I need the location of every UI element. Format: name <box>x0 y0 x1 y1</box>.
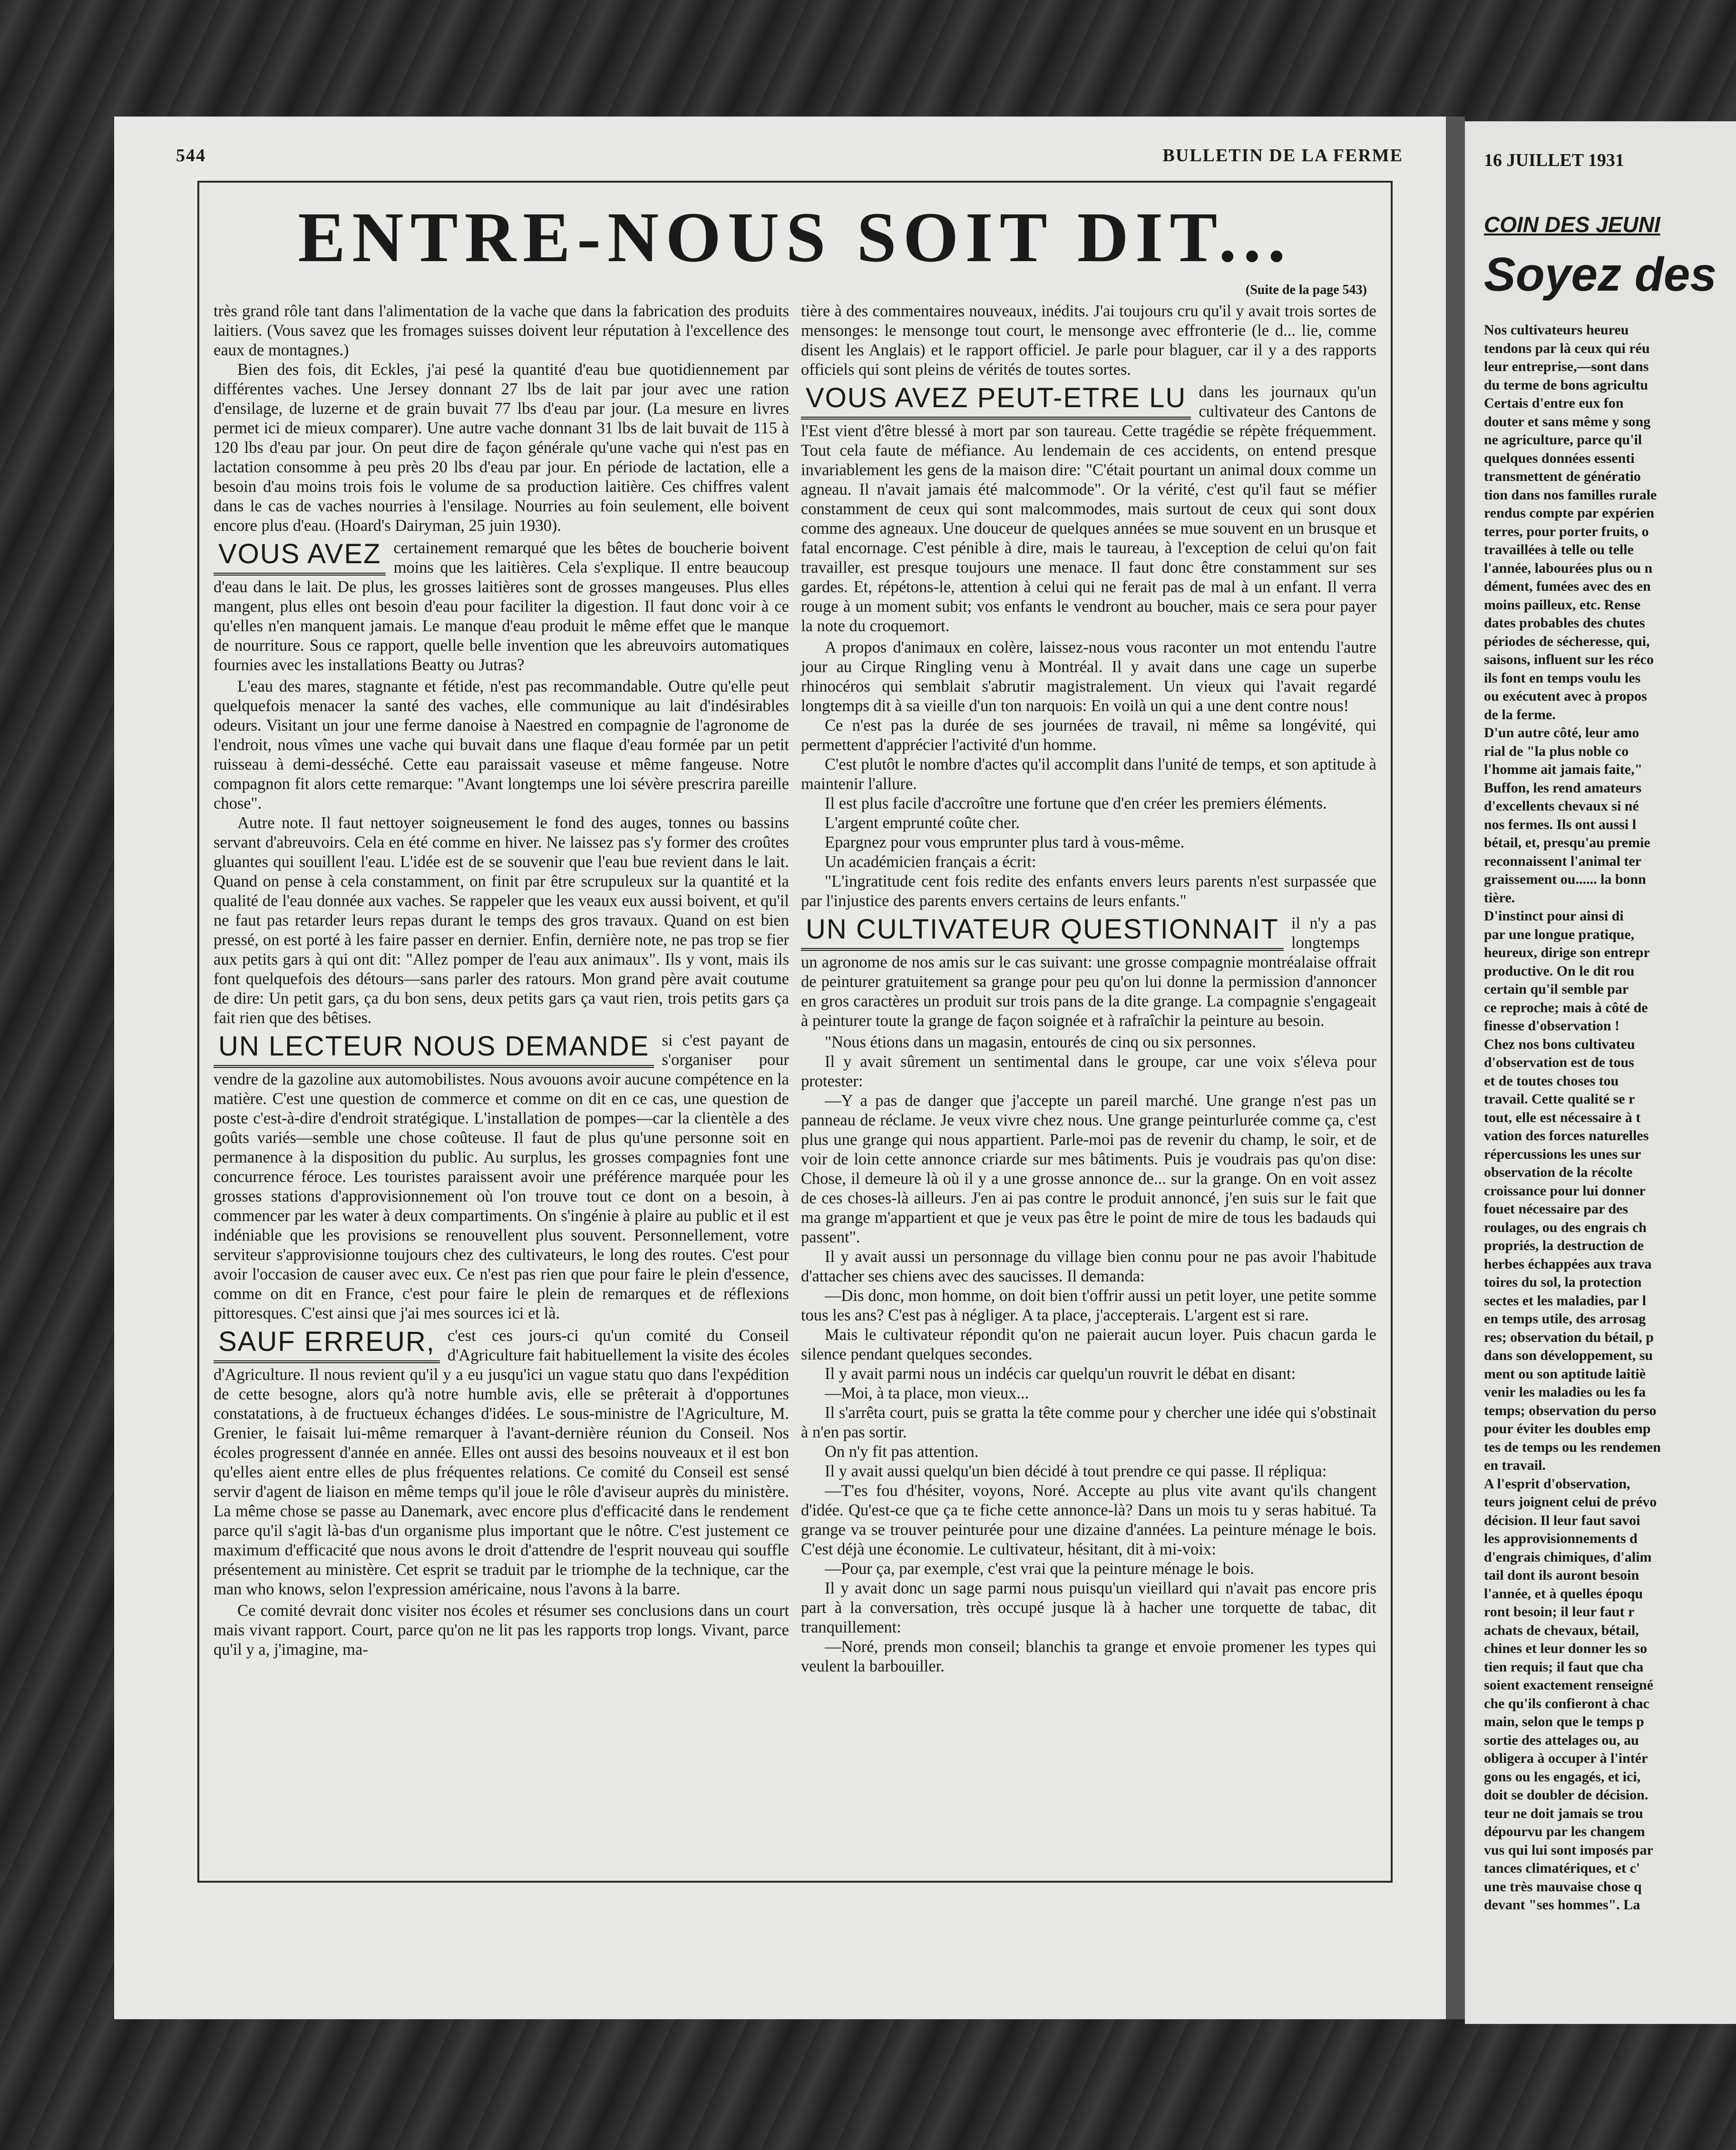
text-line: teur ne doit jamais se trou <box>1484 1805 1643 1821</box>
text-line: travail. Cette qualité se r <box>1484 1091 1635 1107</box>
paragraph: C'est plutôt le nombre d'actes qu'il accomplit dans l'unité de temps, et son aptitude à maintenir l'allure. <box>801 755 1376 793</box>
text-line: moins pailleux, etc. Rense <box>1484 596 1641 613</box>
section <box>214 1326 789 1599</box>
paragraph: Ce comité devrait donc visiter nos écoles et résumer ses conclusions dans un court mais vivant rapport. Court, parce qu'on ne lit pas les rapports trop longs. Vivant, parce qu'il y a, j'imagine, ma- <box>214 1602 789 1659</box>
text-line: sectes et les maladies, par l <box>1484 1292 1647 1309</box>
left-page <box>114 117 1446 2019</box>
text-line: certain qu'il semble par <box>1484 981 1629 997</box>
section <box>214 1031 789 1323</box>
paragraph: Il y avait aussi un personnage du village bien connu pour ne pas avoir l'habitude d'attacher ses chiens avec des saucisses. Il demanda: <box>801 1248 1376 1285</box>
paragraph: Il y avait parmi nous un indécis car quelqu'un rouvrit le débat en disant: <box>825 1365 1296 1383</box>
paragraph: Il y avait sûrement un sentimental dans le groupe, car une voix s'éleva pour protester: <box>801 1053 1376 1090</box>
text-line: vus qui lui sont imposés par <box>1484 1842 1653 1858</box>
text-line: répercussions les unes sur <box>1484 1146 1641 1162</box>
text-line: de la ferme. <box>1484 706 1556 723</box>
section-heading: UN CULTIVATEUR QUESTIONNAIT <box>801 914 1284 951</box>
text-line: d'excellents chevaux si né <box>1484 798 1639 814</box>
text-line: croissance pour lui donner <box>1484 1182 1646 1199</box>
text-line: graissement ou...... la bonn <box>1484 871 1646 887</box>
paragraph: On n'y fit pas attention. <box>825 1443 979 1461</box>
text-line: leur entreprise,—sont dans <box>1484 359 1649 374</box>
paragraph: —T'es fou d'hésiter, voyons, Noré. Accepte au plus vite avant qu'ils changent d'idée. Qu'est-ce que ça te fiche cette annonce-là? Dans un mois tu y seras habitué. Ta grange va se trouver peinturée pour une dizaine d'années. La peinture ménage le bois. C'est déjà une économie. Le cultivateur, hésitant, dit à mi-voix: <box>801 1482 1376 1558</box>
text-line: soient exactement renseigné <box>1484 1677 1654 1693</box>
text-line: temps; observation du perso <box>1484 1402 1657 1418</box>
text-line: Nos cultivateurs heureu <box>1484 322 1629 338</box>
section <box>801 382 1376 636</box>
text-line: l'homme ait jamais faite," <box>1484 762 1643 777</box>
text-line: observation de la récolte <box>1484 1164 1633 1180</box>
text-line: rendus compte par expérien <box>1484 505 1655 521</box>
text-line: chines et leur donner les so <box>1484 1641 1648 1656</box>
text-line: tendons par là ceux qui réu <box>1484 340 1650 356</box>
running-title: BULLETIN DE LA FERME <box>1162 146 1403 166</box>
text-line: fouet nécessaire par des <box>1484 1201 1629 1217</box>
text-line: en travail. <box>1484 1457 1546 1473</box>
text-column-left <box>214 302 789 1660</box>
text-line: tout, elle est nécessaire à t <box>1484 1109 1641 1125</box>
text-line: travaillées à telle ou telle <box>1484 542 1634 557</box>
section-heading: VOUS AVEZ <box>214 538 386 576</box>
text-line: et de toutes choses tou <box>1484 1073 1619 1089</box>
section <box>214 538 789 675</box>
paragraph: A propos d'animaux en colère, laissez-nous vous raconter un mot entendu l'autre jour au Cirque Ringling venu à Montréal. Il y avait dans une cage un superbe rhinocéros qui semblait s'abrutir magistralement. Un vieux qui l'avait regardé longtemps dit à sa vieille d'un ton narquois: En voilà un qui a une dent contre nous! <box>801 638 1376 715</box>
text-line: venir les maladies ou les fa <box>1484 1384 1646 1400</box>
text-line: productive. On le dit rou <box>1484 963 1635 979</box>
text-line: toires du sol, la protection <box>1484 1274 1642 1290</box>
text-line: par une longue pratique, <box>1484 926 1635 942</box>
text-line: dates probables des chutes <box>1484 615 1645 631</box>
text-line: douter et sans même y song <box>1484 413 1651 430</box>
text-line: Buffon, les rend amateurs <box>1484 780 1642 796</box>
text-line: en temps utile, des arrosag <box>1484 1311 1646 1327</box>
text-line: vation des forces naturelles <box>1484 1128 1649 1143</box>
text-line: saisons, influent sur les réco <box>1484 652 1654 667</box>
page-number: 544 <box>176 146 206 166</box>
text-column-right <box>801 302 1376 1676</box>
text-line: propriés, la destruction de <box>1484 1238 1644 1253</box>
paragraph: —Dis donc, mon homme, on doit bien t'offrir aussi un petit loyer, une petite somme tous les ans? C'est pas à négliger. A ta place, j'accepterais. L'argent est si rare. <box>801 1287 1376 1324</box>
paragraph: L'argent emprunté coûte cher. <box>825 814 1020 832</box>
text-line: finesse d'observation ! <box>1484 1018 1619 1034</box>
text-line: une très mauvaise chose q <box>1484 1878 1642 1895</box>
text-line: l'année, et à quelles époqu <box>1484 1585 1643 1602</box>
text-line: ce reproche; mais à côté de <box>1484 999 1648 1016</box>
section <box>801 914 1376 1031</box>
section-text: si c'est payant de s'organiser pour vendre de la gazoline aux automobilistes. Nous avouons avoir aucune compétence en la matière. C'est une question de commerce et comme on dit en ce cas, une question de poste c'est-à-dire d'endroit stratégique. L'installation de pompes—car la clientèle a des goûts variés—semble une chose coûteuse. Il faut de plus qu'une personne soit en permanence à la disposition du public. Au surplus, les grosses compagnies font une concurrence féroce. Les touristes paraissent avoir une préférence marquée pour les grosses stations d'approvisionnement où l'on trouve tout ce dont on a besoin, à commencer par les water à deux compartiments. On s'ingénie à plaire au public et il est indéniable que les provisions se renouvellent plus souvent. Personnellement, votre serviteur s'approvisionne toujours chez des cultivateurs, le long des routes. C'est pour avoir l'occasion de causer avec eux. Ce n'est pas rien que pour faire le plein d'essence, comme on dit en France, c'est pour faire le plein de remarques et de réflexions pittoresques. C'est ainsi que j'ai mes sources ici et là. <box>214 1031 789 1322</box>
text-column <box>1484 321 1731 1915</box>
text-line: obligera à occuper à l'intér <box>1484 1750 1648 1766</box>
text-line: gons ou les engagés, et ici, <box>1484 1769 1641 1785</box>
section-label: COIN DES JEUNI <box>1484 212 1660 237</box>
text-line: d'engrais chimiques, d'alim <box>1484 1549 1652 1565</box>
section-heading: VOUS AVEZ PEUT-ETRE LU <box>801 382 1191 420</box>
text-line: quelques données essenti <box>1484 450 1635 466</box>
text-line: périodes de sécheresse, qui, <box>1484 633 1650 649</box>
text-line: dépourvu par les changem <box>1484 1824 1645 1839</box>
section-text: c'est ces jours-ci qu'un comité du Conseil d'Agriculture fait habituellement la visite des écoles d'Agriculture. Il nous revient qu'il y a eu jusqu'ici un vague statu quo dans l'expédition de cette besogne, alors qu'à notre humble avis, elle se prêterait à d'opportunes constatations, à de fructueux échanges d'idées. Le sous-ministre de l'Agriculture, M. Grenier, le faisait lui-même remarquer à l'avant-dernière réunion du Conseil. Nos écoles progressent d'année en année. Elles ont aussi des besoins nouveaux et il est bon qu'elles aient entre elles de plus fréquentes relations. Ce comité du Conseil est sensé servir d'agent de liaison en même temps qu'il joue le rôle d'aviseur auprès du ministère. La même chose se passe au Danemark, avec encore plus d'efficacité dans le rendement parce qu'il s'agit là-bas d'un organisme plus important que le nôtre. C'est justement ce maximum d'efficacité que nous avons le droit d'attendre de l'esprit nouveau qui souffle présentement au ministère. Cet esprit se traduit par le triomphe de la technique, car the man who knows, selon l'expression américaine, nous l'avons à la barre. <box>214 1327 789 1598</box>
paragraph: Bien des fois, dit Eckles, j'ai pesé la quantité d'eau bue quotidiennement par différentes vaches. Une Jersey donnant 27 lbs de lait par jour avec une ration d'ensilage, de luzerne et de grain buvait 77 lbs d'eau par jour. (La mesure en livres permet ici de mieux comparer). Une autre vache donnant 31 lbs de lait buvait de 115 à 120 lbs d'eau par jour. On peut dire de façon générale qu'une vache qui n'est pas en lactation consomme à peu près 20 lbs d'eau par jour. En période de lactation, elle a besoin d'au moins trois fois le volume de sa production laitière. Ces chiffres valent dans le cas de vaches nourries à l'ensilage. Nourries au foin seulement, elle boivent encore plus d'eau. (Hoard's Dairyman, 25 juin 1930). <box>214 361 789 535</box>
text-line: tes de temps ou les rendemen <box>1484 1439 1661 1455</box>
section-text: certainement remarqué que les bêtes de boucherie boivent moins que les laitières. Cela s'explique. Il entre beaucoup d'eau dans le lait. De plus, les grosses laitières sont de grosses mangeuses. Plus elles mangent, plus elles ont besoin d'eau pour faciliter la digestion. Il faut donc voir à ce qu'elles n'en manquent jamais. Le manque d'eau produit le même effet que le manque de nourriture. Sous ce rapport, quelle belle invention que les abreuvoirs automatiques fournies avec les installations Beatty ou Jutras? <box>214 539 789 674</box>
page-date: 16 JUILLET 1931 <box>1484 150 1624 170</box>
text-line: heureux, dirige son entrepr <box>1484 945 1650 960</box>
section-heading: UN LECTEUR NOUS DEMANDE <box>214 1031 654 1068</box>
text-line: che qu'ils confieront à chac <box>1484 1695 1649 1711</box>
text-line: bétail, et, presqu'au premie <box>1484 835 1650 850</box>
text-line: devant "ses hommes". La <box>1484 1897 1640 1913</box>
section-text: dans les journaux qu'un cultivateur des Cantons de l'Est vient d'être blessé à mort par son taureau. Cette tragédie se répète fréquemment. Tout cela faute de méfiance. Au lendemain de ces accidents, on entend presque invariablement les gens de la maison dire: "C'était pourtant un animal doux comme un agneau. Il n'avait jamais été malcommode". Or la vérité, c'est qu'il faut se méfier constamment de ceux qui sont malcommodes, mais surtout de ceux qui sont doux comme des agneaux. Une douceur de quelques années se mue souvent en un brusque et fatal encornage. C'est pénible à dire, mais le taureau, à l'exception de celui qu'on fait travailler, est presque toujours une menace. Il faut donc être constamment sur ses gardes. Et, répétons-le, attention à celui qui ne ferait pas de mal à un enfant. Il verra rouge à un moment subit; vos enfants le vendront au boucher, mais ce sera pour payer la note du croquemort. <box>801 383 1376 635</box>
text-line: achats de chevaux, bétail, <box>1484 1622 1639 1638</box>
text-line: D'un autre côté, leur amo <box>1484 725 1639 741</box>
text-line: sortie des attelages ou, au <box>1484 1732 1639 1748</box>
text-line: teurs joignent celui de prévo <box>1484 1494 1657 1510</box>
paragraph: L'eau des mares, stagnante et fétide, n'est pas recommandable. Outre qu'elle peut quelquefois menacer la santé des vaches, elle communique au lait d'indésirables odeurs. Visitant un jour une ferme danoise à Naestred en compagnie de l'agronome de l'endroit, nous vîmes une vache qui buvait dans une flaque d'eau formée par un petit ruisseau à demi-desséché. Cette eau paraissait vaseuse et même fangeuse. Notre compagnon fit alors cette remarque: "Avant longtemps une loi sévère prescrira pareille chose". <box>214 677 789 812</box>
paragraph: Autre note. Il faut nettoyer soigneusement le fond des auges, tonnes ou bassins servant d'abreuvoirs. Cela en été comme en hiver. Ne laissez pas s'y former des croûtes gluantes qui souillent l'eau. L'idée est de se souvenir que l'eau bue revient dans le lait. Quand on pense à cela constamment, on finit par être scrupuleux sur la quantité et la qualité de l'eau donnée aux vaches. Se rappeler que les veaux eux aussi boivent, et qu'il ne faut pas retarder leurs repas durant le temps des gros travaux. Quand on est bien pressé, on est porté à les faire passer en dernier. Enfin, dernière note, ne pas trop se fier aux petits gars à qui ont dit: "Allez pomper de l'eau aux animaux". Ils y vont, mais ils font quelquefois des détours—sans parler des ratours. Mon grand père avait coutume de dire: Un petit gars, ça du bon sens, deux petits gars ça vaut rien, trois petits gars ça fait rien que des bêtises. <box>214 814 789 1027</box>
paragraph: —Pour ça, par exemple, c'est vrai que la peinture ménage le bois. <box>825 1560 1254 1578</box>
text-line: herbes échappées aux trava <box>1484 1256 1652 1272</box>
paragraph: "Nous étions dans un magasin, entourés de cinq ou six personnes. <box>825 1033 1257 1051</box>
headline: ENTRE-NOUS SOIT DIT... <box>298 198 1292 277</box>
text-line: tances climatériques, et c' <box>1484 1860 1640 1876</box>
text-line: pour éviter les doubles emp <box>1484 1421 1651 1437</box>
section-heading: SAUF ERREUR, <box>214 1326 440 1363</box>
paragraph: Il y avait aussi quelqu'un bien décidé à tout prendre ce qui passe. Il répliqua: <box>825 1462 1327 1480</box>
text-line: tière. <box>1484 889 1515 906</box>
text-line: nos fermes. Ils ont aussi l <box>1484 816 1637 832</box>
paragraph: "L'ingratitude cent fois redite des enfants envers leurs parents n'est surpassée que par l'injustice des parents envers certains de leurs enfants." <box>801 872 1376 910</box>
text-line: ment ou son aptitude laitiè <box>1484 1366 1646 1382</box>
continued-from-note: (Suite de la page 543) <box>1245 283 1367 297</box>
paragraph: tière à des commentaires nouveaux, inédits. J'ai toujours cru qu'il y avait trois sortes de mensonges: le mensonge tout court, le mensonge avec effronterie (le d... lie, comme disent les Anglais) et le rapport officiel. Je parle pour blaguer, car il y a des rapports officiels qui sont pleins de vérités de toutes sortes. <box>801 302 1376 379</box>
text-line: roulages, ou des engrais ch <box>1484 1219 1647 1235</box>
paragraph: Il est plus facile d'accroître une fortune que d'en créer les premiers éléments. <box>825 794 1327 812</box>
text-line: reconnaissent l'animal ter <box>1484 853 1642 869</box>
text-line: doit se doubler de décision. <box>1484 1787 1648 1803</box>
text-line: ront besoin; il leur faut r <box>1484 1604 1635 1620</box>
text-line: ou exécutent avec à propos <box>1484 688 1647 704</box>
text-line: rial de "la plus noble co <box>1484 743 1629 759</box>
paragraph: Il s'arrêta court, puis se gratta la tête comme pour y chercher une idée qui s'obstinait à n'en pas sortir. <box>801 1404 1376 1441</box>
text-line: ils font en temps voulu les <box>1484 670 1641 686</box>
page-gutter <box>1446 117 1465 2019</box>
text-line: terres, pour porter fruits, o <box>1484 523 1649 539</box>
section-text: il n'y a pas longtemps un agronome de nos amis sur le cas suivant: une grosse compagnie montréalaise offrait de peinturer gratuitement sa grange pour peu qu'on lui donne la permission d'annoncer en gros caractères un produit sur trois pans de la dite grange. La compagnie s'engageait à peinturer toute la grange de façon soignée et à rafraîchir la peinture au besoin. <box>801 914 1376 1030</box>
text-line: les approvisionnements d <box>1484 1531 1638 1546</box>
text-line: Certais d'entre eux fon <box>1484 395 1624 411</box>
text-line: du terme de bons agricultu <box>1484 377 1648 393</box>
paragraph: Un académicien français a écrit: <box>825 853 1036 871</box>
text-line: transmettent de génératio <box>1484 469 1641 484</box>
text-line: tion dans nos familles rurale <box>1484 487 1657 503</box>
paragraph: Ce n'est pas la durée de ses journées de travail, ni même sa longévité, qui permettent d'apprécier l'activité d'un homme. <box>801 716 1376 754</box>
text-line: dans son développement, su <box>1484 1348 1653 1363</box>
right-page <box>1465 121 1736 2024</box>
text-line: dément, fumées avec des en <box>1484 578 1651 594</box>
paragraph: très grand rôle tant dans l'alimentation de la vache que dans la fabrication des produits laitiers. (Vous savez que les fromages suisses doivent leur réputation à l'excellence des eaux de montagnes.) <box>214 302 789 359</box>
text-line: l'année, labourées plus ou n <box>1484 560 1653 576</box>
text-line: Chez nos bons cultivateu <box>1484 1036 1635 1052</box>
article-frame <box>197 181 1393 1883</box>
text-line: res; observation du bétail, p <box>1484 1329 1654 1345</box>
paragraph: Mais le cultivateur répondit qu'on ne paierait aucun loyer. Puis chacun garda le silence pendant quelques secondes. <box>801 1326 1376 1363</box>
paragraph: —Noré, prends mon conseil; blanchis ta grange et envoie promener les types qui veulent la barbouiller. <box>801 1638 1376 1675</box>
text-line: ne agriculture, parce qu'il <box>1484 432 1642 448</box>
paragraph: Epargnez pour vous emprunter plus tard à vous-même. <box>825 833 1185 851</box>
paragraph: —Moi, à ta place, mon vieux... <box>825 1384 1029 1402</box>
article-title: Soyez des <box>1484 248 1717 301</box>
text-line: décision. Il leur faut savoi <box>1484 1512 1640 1528</box>
text-line: A l'esprit d'observation, <box>1484 1476 1630 1492</box>
paragraph: Il y avait donc un sage parmi nous puisqu'un vieillard qui n'avait pas encore pris part à la conversation, très occupé jusque là à hacher une torquette de tabac, dit tranquillement: <box>801 1579 1376 1636</box>
text-line: main, selon que le temps p <box>1484 1714 1644 1730</box>
text-line: tien requis; il faut que cha <box>1484 1659 1644 1675</box>
paragraph: —Y a pas de danger que j'accepte un pareil marché. Une grange n'est pas un panneau de réclame. Je veux vivre chez nous. Une grange peinturlurée comme ça, c'est plus une grange qui nous appartient. Parle-moi pas de revenir du champ, le soir, et de voir de loin cette annonce criarde sur mes bâtiments. Puis je voudrais pas qu'on dise: Chose, il demeure là où il y a une grosse annonce de... sur la grange. On en voit assez de ces choses-là ailleurs. J'en ai pas contre le produit annoncé, j'en suis sur le fait que ma grange m'appartient et que je veux pas être le point de mire de tous les badauds qui passent". <box>801 1092 1376 1246</box>
text-line: D'instinct pour ainsi di <box>1484 908 1624 924</box>
text-line: d'observation est de tous <box>1484 1055 1634 1070</box>
text-line: tail dont ils auront besoin <box>1484 1567 1639 1583</box>
